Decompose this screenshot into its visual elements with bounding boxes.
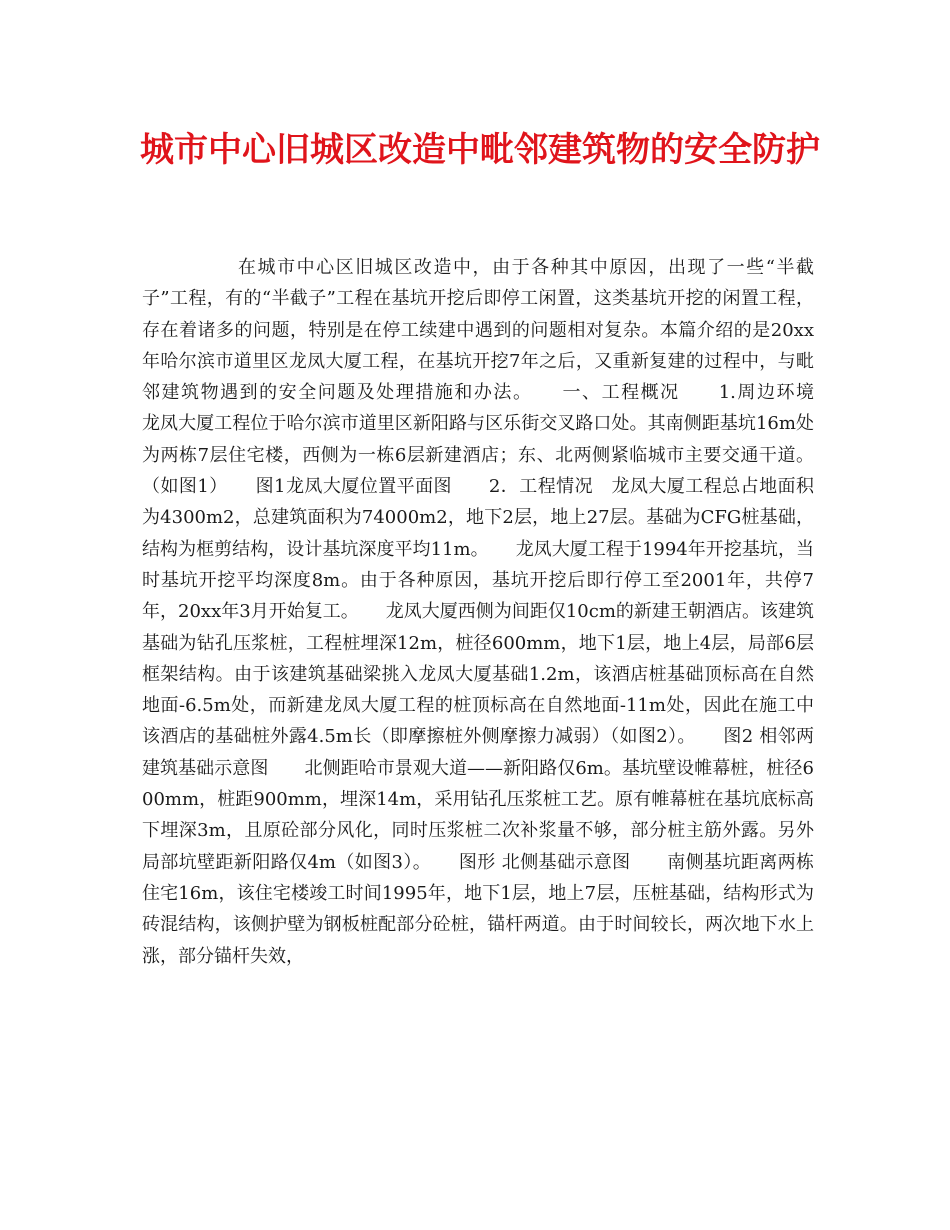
- document-body: 在城市中心区旧城区改造中，由于各种其中原因，出现了一些“半截子”工程，有的“半截子”工程在基坑开挖后即停工闲置，这类基坑开挖的闲置工程，存在着诸多的问题，特别是在停工续建中遇到的问题相对复杂。本篇介绍的是20xx年哈尔滨市道里区龙凤大厦工程，在基坑开挖7年之后，又重新复建的过程中，与毗邻建筑物遇到的安全问题及处理措施和办法。 一、工程概况 1.周边环境 龙凤大厦工程位于哈尔滨市道里区新阳路与区乐街交叉路口处。其南侧距基坑16m处为两栋7层住宅楼，西侧为一栋6层新建酒店；东、北两侧紧临城市主要交通干道。（如图1） 图1龙凤大厦位置平面图 2．工程情况 龙凤大厦工程总占地面积为4300m2，总建筑面积为74000m2，地下2层，地上27层。基础为CFG桩基础，结构为框剪结构，设计基坑深度平均11m。 龙凤大厦工程于1994年开挖基坑，当时基坑开挖平均深度8m。由于各种原因，基坑开挖后即行停工至2001年，共停7年，20xx年3月开始复工。 龙凤大厦西侧为间距仅10cm的新建王朝酒店。该建筑基础为钻孔压浆桩，工程桩埋深12m，桩径600mm，地下1层，地上4层，局部6层框架结构。由于该建筑基础梁挑入龙凤大厦基础1.2m，该酒店桩基础顶标高在自然地面-6.5m处，而新建龙凤大厦工程的桩顶标高在自然地面-11m处，因此在施工中该酒店的基础桩外露4.5m长（即摩擦桩外侧摩擦力减弱）（如图2）。 图2 相邻两建筑基础示意图 北侧距哈市景观大道——新阳路仅6m。基坑壁设帷幕桩，桩径600mm，桩距900mm，埋深14m，采用钻孔压浆桩工艺。原有帷幕桩在基坑底标高下埋深3m，且原砼部分风化，同时压浆桩二次补浆量不够，部分桩主筋外露。另外局部坑壁距新阳路仅4m（如图3）。 图形 北侧基础示意图 南侧基坑距离两栋住宅16m，该住宅楼竣工时间1995年，地下1层，地上7层，压桩基础，结构形式为砖混结构，该侧护壁为钢板桩配部分砼桩，锚杆两道。由于时间较长，两次地下水上涨，部分锚杆失效，: [142, 257, 850, 967]
- document-title: 城市中心旧城区改造中毗邻建筑物的安全防护: [140, 130, 820, 170]
